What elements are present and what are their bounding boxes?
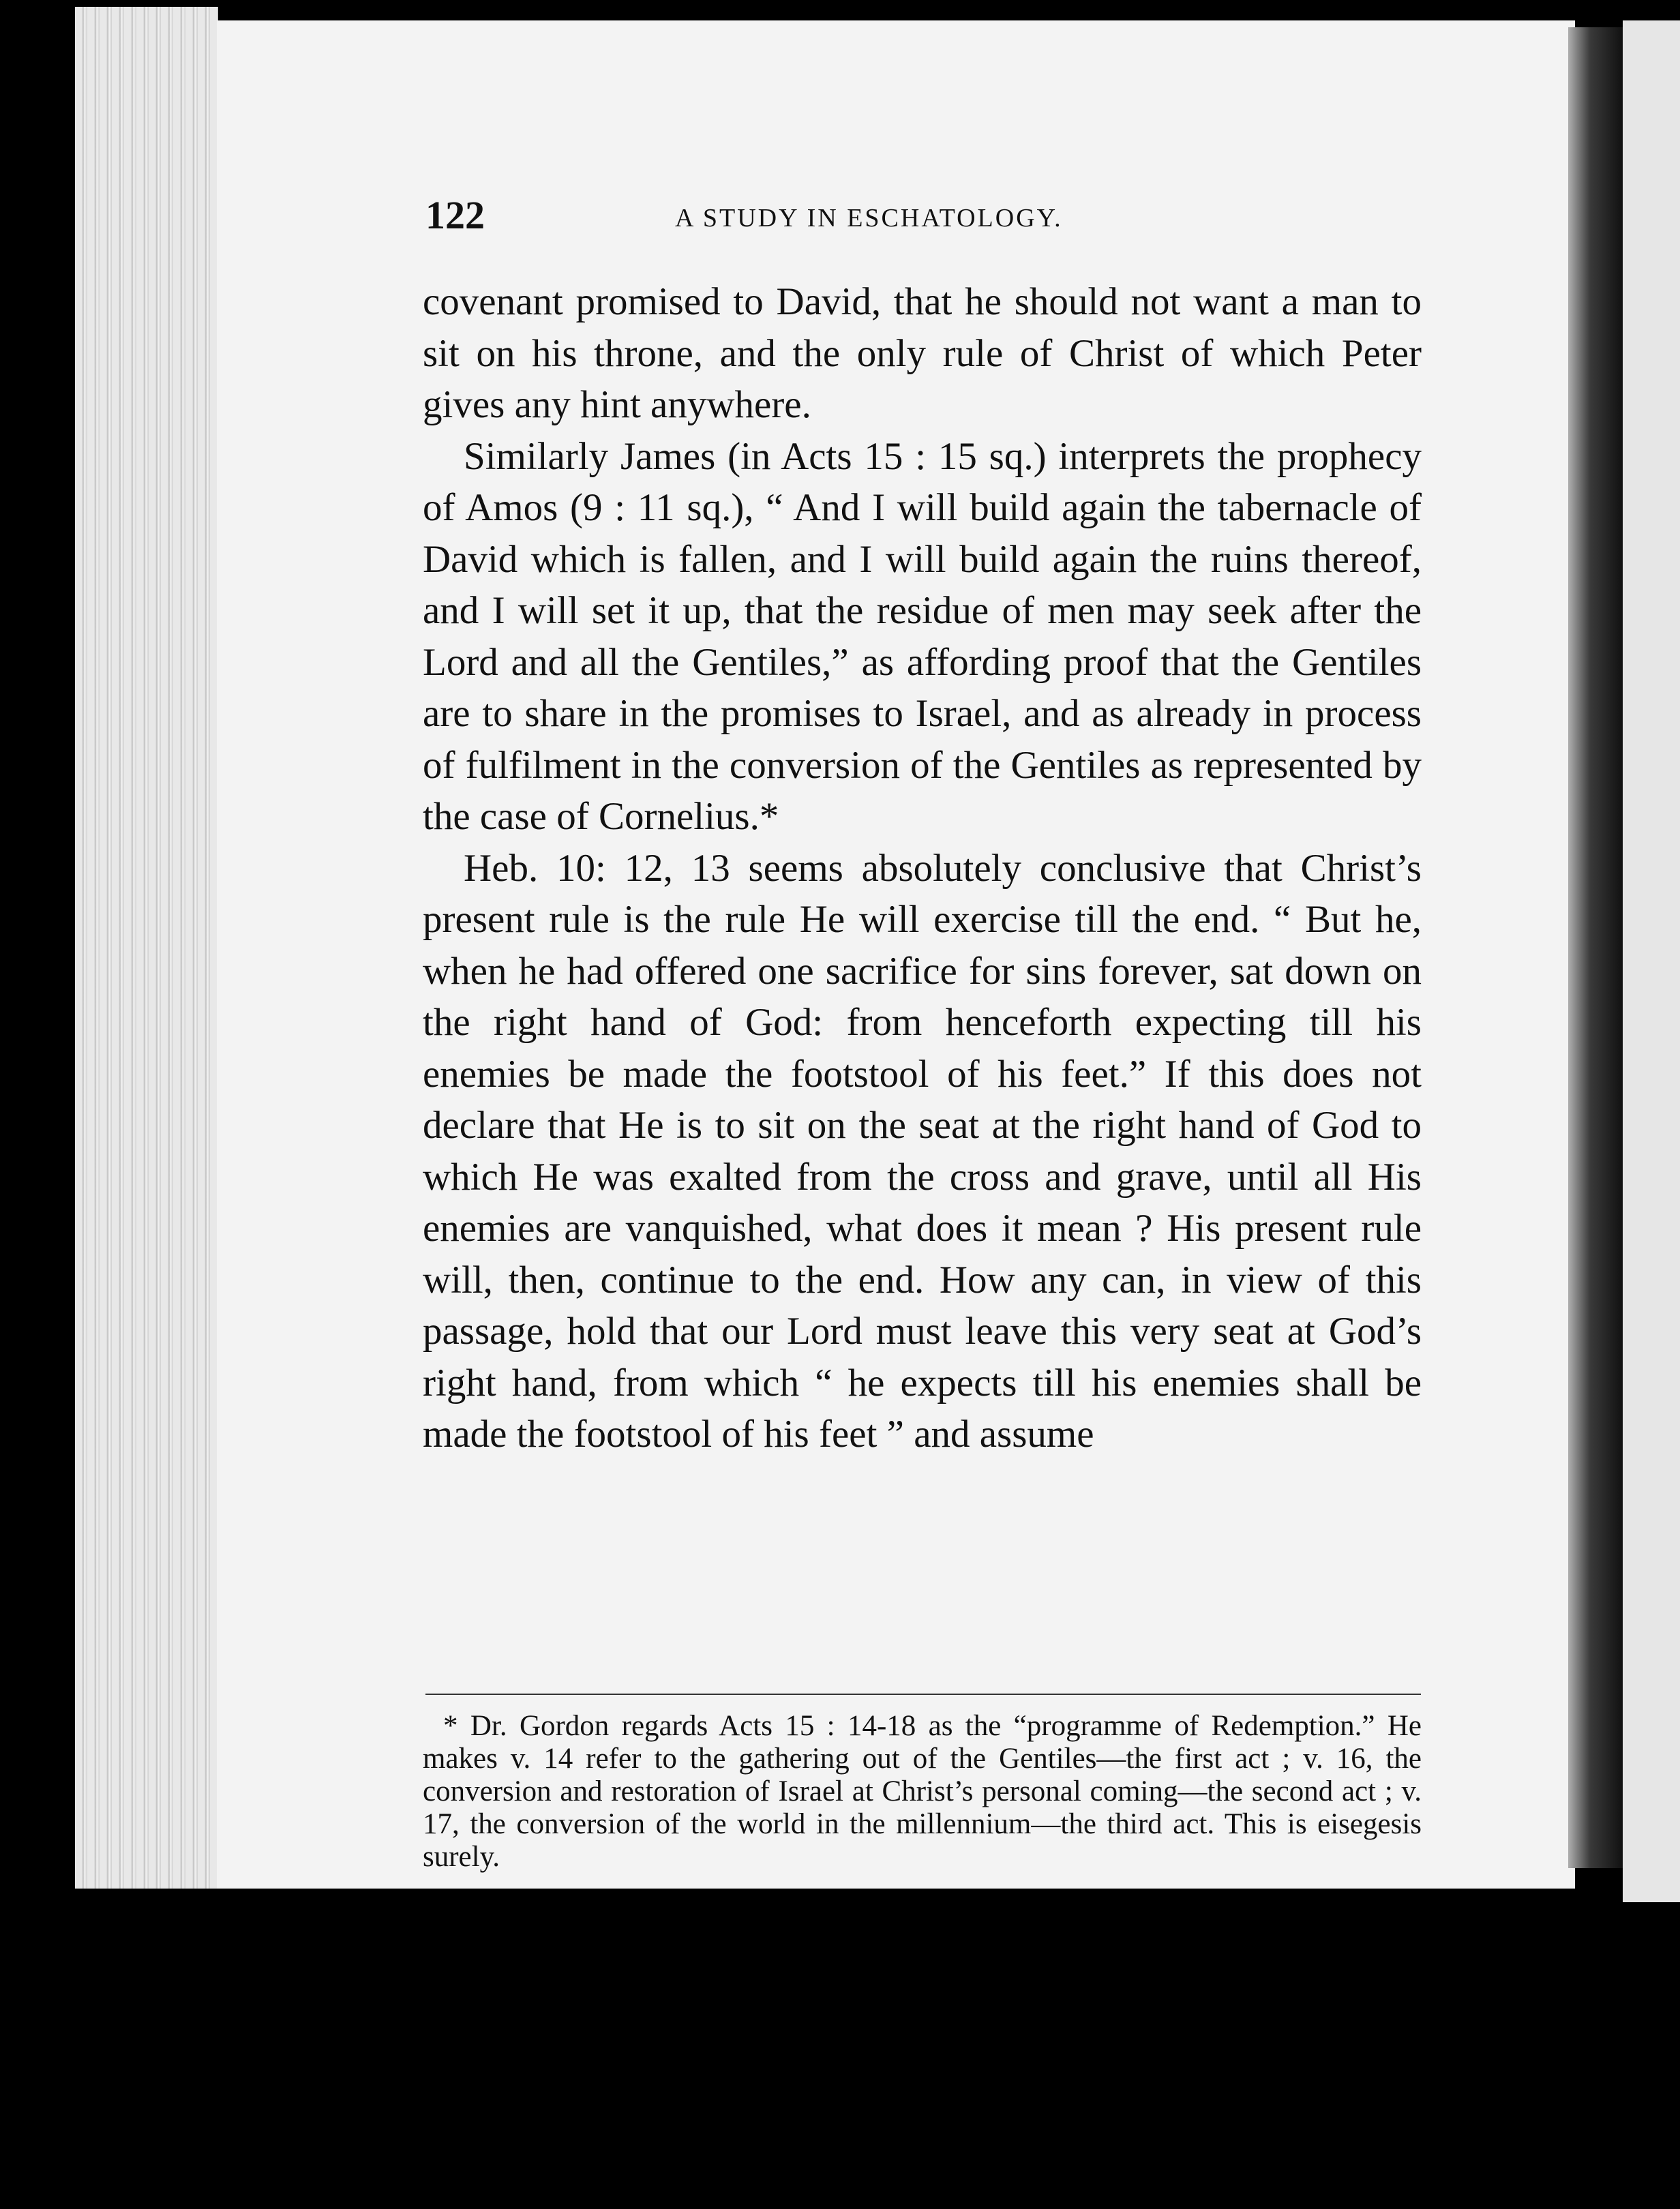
paragraph-hebrews: Heb. 10: 12, 13 seems absolutely conclusive that Christ’s present rule is the rule He will exercise till the end. “ But he, when he had offered one sacrifice for sins forever, sat down on the right hand of God: from henceforth expecting till his enemies be made the footstool of his feet.” If this does not declare that He is to sit on the seat at the right hand of God to which He was exalted from the cross and grave, until all His enemies are vanquished, what does it mean ? His present rule will, then, continue to the end. How any can, in view of this passage, hold that our Lord must leave this very seat at God’s right hand, from which “ he expects till his enemies shall be made the footstool of his feet ” and assume xyxy=(423,846,1422,1456)
facing-page-edge xyxy=(1623,20,1680,1902)
binding-gutter xyxy=(1568,27,1623,1868)
footnote-rule xyxy=(425,1694,1421,1695)
page-number: 122 xyxy=(425,193,485,237)
running-head: A STUDY IN ESCHATOLOGY. xyxy=(675,204,1063,232)
footnote: * Dr. Gordon regards Acts 15 : 14-18 as the “programme of Redemption.” He makes v. 14 refer to the gathering out of the Gentiles—the first act ; v. 16, the conversion and restoration of Israel at Christ’s personal coming—the second act ; v. 17, the conversion of the world in the millennium—the third act. This is eisegesis surely. xyxy=(423,1710,1422,1873)
paragraph-continued: covenant promised to David, that he should not want a man to sit on his throne, and the only rule of Christ of which Peter gives any hint anywhere. xyxy=(423,280,1422,426)
paragraph-james-amos: Similarly James (in Acts 15 : 15 sq.) interprets the prophecy of Amos (9 : 11 sq.), “ And I will build again the tabernacle of David which is fallen, and I will build again the ruins thereof, and I will set it up, that the residue of men may seek after the Lord and all the Gentiles,” as affording proof that the Gentiles are to share in the promises to Israel, and as already in process of fulfilment in the conversion of the Gentiles as represented by the case of Cornelius.* xyxy=(423,434,1422,838)
body-text xyxy=(423,276,1422,1460)
page-edges xyxy=(75,7,218,1889)
